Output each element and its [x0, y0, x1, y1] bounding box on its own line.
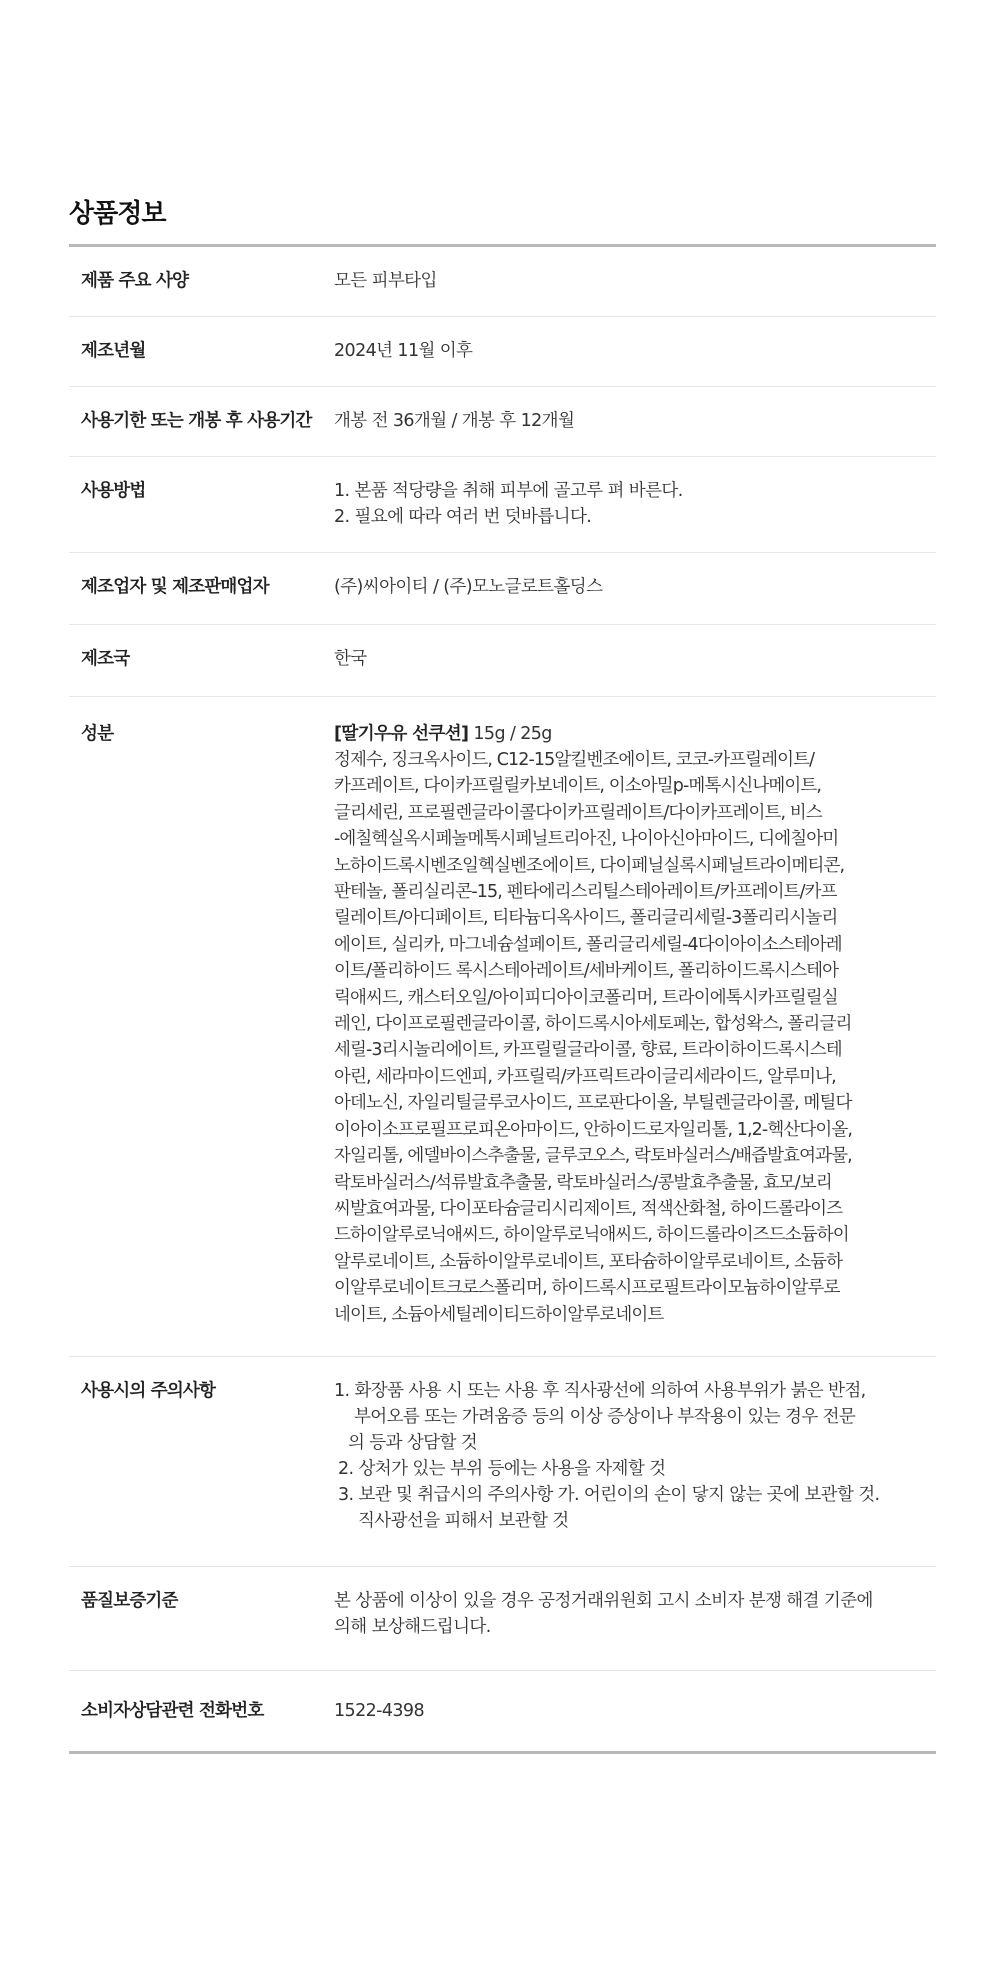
quality-line: 본 상품에 이상이 있을 경우 공정거래위원회 고시 소비자 분쟁 해결 기준에 — [334, 1591, 873, 1611]
row-label: 제조국 — [81, 649, 130, 669]
ingredients-line: 레인, 다이프로필렌글라이콜, 하이드록시아세토페논, 합성왁스, 폴리글리 — [334, 1014, 852, 1035]
ingredients-line: 네이트, 소듐아세틸레이티드하이알루로네이트 — [334, 1304, 664, 1325]
row-manufacturer — [69, 553, 936, 625]
usage-line: 2. 필요에 따라 여러 번 덧바릅니다. — [334, 507, 592, 527]
ingredients-list — [334, 747, 918, 1328]
section-title: 상품정보 — [69, 199, 166, 229]
row-label: 성분 — [81, 724, 114, 744]
ingredients-line: 세릴-3리시놀리에이트, 카프릴릴글라이콜, 향료, 트라이하이드록시스테 — [334, 1040, 842, 1061]
ingredients-line: 아데노신, 자일리틸글루코사이드, 프로판다이올, 부틸렌글라이콜, 메틸다 — [334, 1093, 852, 1114]
ingredients-line: 드하이알루로닉애씨드, 하이알루로닉애씨드, 하이드롤라이즈드소듐하이 — [334, 1225, 849, 1246]
row-label: 제품 주요 사양 — [81, 271, 189, 291]
ingredients-product-heading — [334, 721, 918, 747]
ingredients-line: 릴레이트/아디페이트, 티타늄디옥사이드, 폴리글리세릴-3폴리리시놀리 — [334, 908, 838, 929]
ingredients-line: 알루로네이트, 소듐하이알루로네이트, 포타슘하이알루로네이트, 소듐하 — [334, 1251, 843, 1272]
row-value: 개봉 전 36개월 / 개봉 후 12개월 — [334, 411, 575, 431]
row-label: 품질보증기준 — [81, 1591, 178, 1611]
product-name: [딸기우유 선쿠션] — [334, 724, 469, 744]
usage-line: 1. 본품 적당량을 취해 피부에 골고루 펴 바른다. — [334, 481, 683, 501]
row-value — [334, 697, 936, 1356]
row-label: 소비자상담관련 전화번호 — [81, 1701, 264, 1721]
row-country — [69, 625, 936, 697]
row-manufacture-date — [69, 317, 936, 387]
ingredients-line: -에칠헥실옥시페놀메톡시페닐트리아진, 나이아신아마이드, 디에칠아미 — [334, 829, 839, 850]
row-product-spec — [69, 247, 936, 317]
ingredients-line: 락토바실러스/석류발효추출물, 락토바실러스/콩발효추출물, 효모/보리 — [334, 1172, 832, 1193]
warning-line: 2. 상처가 있는 부위 등에는 사용을 자제할 것 — [338, 1459, 666, 1479]
product-size: 15g / 25g — [468, 724, 552, 744]
ingredients-line: 카프레이트, 다이카프릴릴카보네이트, 이소아밀p-메톡시신나메이트, — [334, 776, 822, 797]
row-label: 사용기한 또는 개봉 후 사용기간 — [81, 411, 312, 431]
row-value: (주)씨아이티 / (주)모노글로트홀딩스 — [334, 577, 603, 597]
row-value — [334, 457, 936, 552]
warning-line: 직사광선을 피해서 보관할 것 — [358, 1511, 569, 1531]
row-value: 모든 피부타입 — [334, 271, 437, 291]
ingredients-line: 판테놀, 폴리실리콘-15, 펜타에리스리틸스테아레이트/카프레이트/카프 — [334, 882, 837, 903]
ingredients-line: 이알루로네이트크로스폴리머, 하이드록시프로필트라이모늄하이알루로 — [334, 1278, 840, 1299]
warning-line: 3. 보관 및 취급시의 주의사항 가. 어린이의 손이 닿지 않는 곳에 보관할 것. — [338, 1485, 880, 1505]
row-expiry — [69, 387, 936, 457]
row-label: 사용시의 주의사항 — [81, 1381, 216, 1401]
row-label: 사용방법 — [81, 481, 146, 501]
row-customer-phone — [69, 1671, 936, 1751]
warning-line: 부어오름 또는 가려움증 등의 이상 증상이나 부작용이 있는 경우 전문 — [354, 1407, 856, 1427]
warning-line: 의 등과 상담할 것 — [348, 1433, 478, 1453]
row-label: 제조년월 — [81, 341, 146, 361]
product-info-table — [69, 244, 936, 1754]
row-value — [334, 1357, 936, 1566]
row-warnings — [69, 1357, 936, 1567]
product-info-section — [69, 196, 936, 1754]
row-value: 한국 — [334, 649, 367, 669]
ingredients-line: 에이트, 실리카, 마그네슘설페이트, 폴리글리세릴-4다이아이소스테아레 — [334, 934, 842, 955]
ingredients-line: 노하이드록시벤조일헥실벤조에이트, 다이페닐실록시페닐트라이메티콘, — [334, 855, 845, 876]
phone-number: 1522-4398 — [334, 1701, 424, 1721]
row-quality-guarantee — [69, 1567, 936, 1671]
row-label: 제조업자 및 제조판매업자 — [81, 577, 269, 597]
quality-line: 의해 보상해드립니다. — [334, 1617, 491, 1637]
row-value — [334, 1567, 936, 1670]
ingredients-line: 정제수, 징크옥사이드, C12-15알킬벤조에이트, 코코-카프릴레이트/ — [334, 750, 815, 770]
ingredients-line: 릭애씨드, 캐스터오일/아이피디아이코폴리머, 트라이에톡시카프릴릴실 — [334, 987, 838, 1008]
ingredients-line: 자일리톨, 에델바이스추출물, 글루코오스, 락토바실러스/배즙발효여과물, — [334, 1146, 852, 1167]
ingredients-line: 씨발효여과물, 다이포타슘글리시리제이트, 적색산화철, 하이드롤라이즈 — [334, 1198, 843, 1219]
ingredients-line: 글리세린, 프로필렌글라이콜다이카프릴레이트/다이카프레이트, 비스 — [334, 802, 822, 823]
row-value: 2024년 11월 이후 — [334, 341, 473, 361]
ingredients-line: 아린, 세라마이드엔피, 카프릴릭/카프릭트라이글리세라이드, 알루미나, — [334, 1066, 836, 1087]
warning-line: 1. 화장품 사용 시 또는 사용 후 직사광선에 의하여 사용부위가 붉은 반점, — [334, 1381, 866, 1401]
row-ingredients — [69, 697, 936, 1357]
ingredients-line: 이트/폴리하이드 록시스테아레이트/세바케이트, 폴리하이드록시스테아 — [334, 961, 839, 982]
ingredients-line: 이아이소프로필프로피온아마이드, 안하이드로자일리톨, 1,2-헥산다이올, — [334, 1119, 853, 1140]
row-usage — [69, 457, 936, 553]
